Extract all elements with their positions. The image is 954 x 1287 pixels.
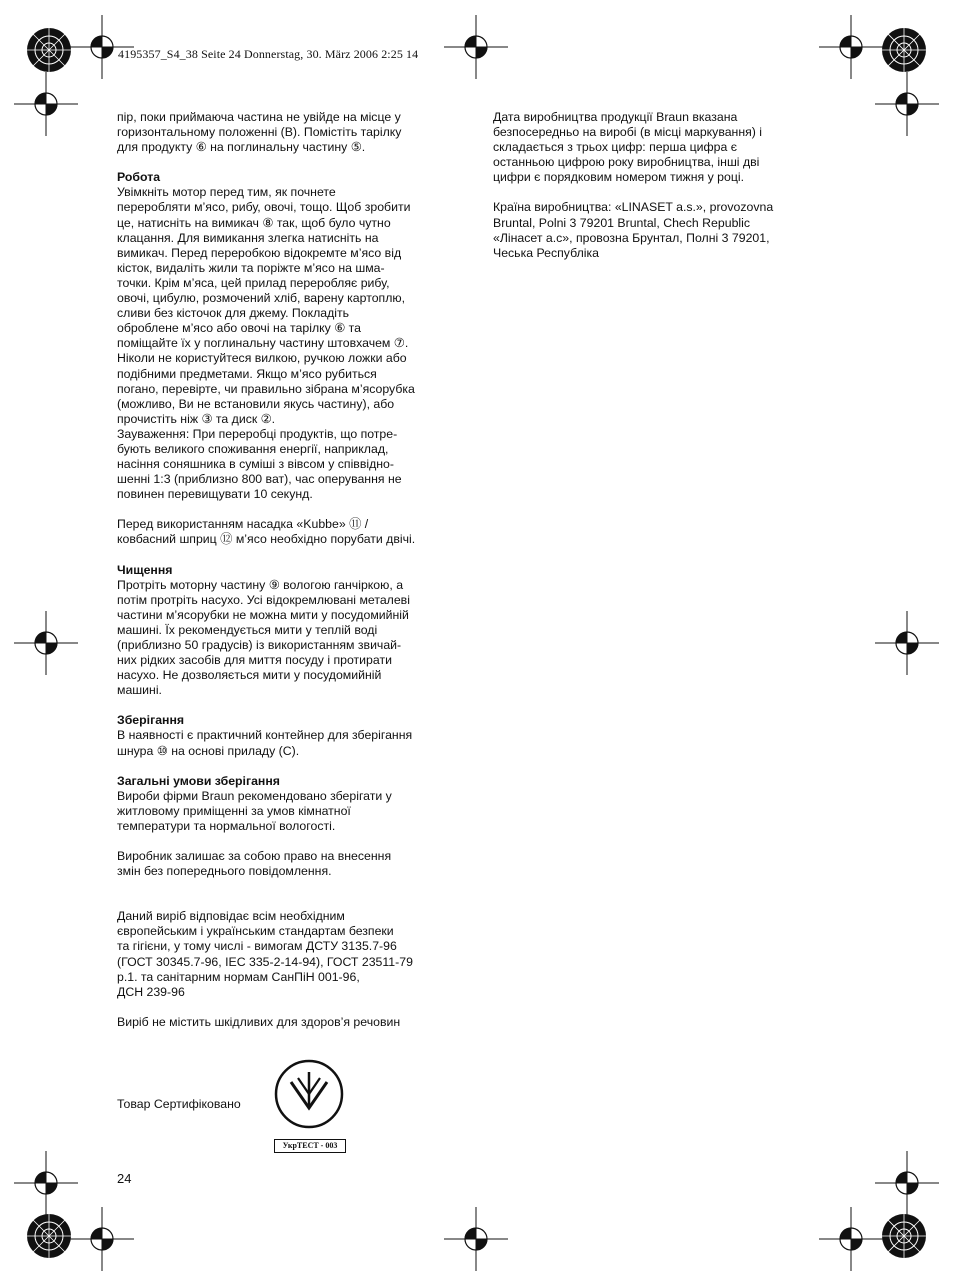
page-number: 24 [117,1171,132,1186]
storage-paragraph: В наявності є практичний контейнер для зберігання шнура ⑩ на основі приладу (C). [117,728,413,758]
right-column [493,110,828,261]
no-harmful-paragraph: Виріб не містить шкідливих для здоров’я речовин [117,1014,401,1029]
heading-storage-conditions: Загальні умови зберігання [117,773,280,788]
manufacturer-rights-paragraph: Виробник залишає за собою право на внесення змін без попереднього повідомлення. [117,849,392,879]
left-column [117,110,467,1030]
heading-storage: Зберігання [117,713,185,728]
production-date-paragraph: Дата виробництва продукції Braun вказана безпосередньо на виробі (в місці маркування) і складається з трьох цифр: перша цифра є останньою цифрою року виробництва, інші дві цифри є порядковим номером тижня у році. [493,110,763,185]
heading-cleaning: Чищення [117,562,173,577]
certification-label: Товар Сертифіковано [117,1097,241,1111]
ukrsepro-certification-icon [273,1058,345,1130]
intro-paragraph: пір, поки приймаюча частина не увійде на місце у горизонтальному положенні (B). Помістіть тарілку для продукту ⑥ на поглинальну частину ⑤. [117,110,402,155]
heading-robota: Робота [117,170,161,185]
ukrtest-badge: УкрТЕСТ - 003 [274,1139,346,1153]
print-header: 4195357_S4_38 Seite 24 Donnerstag, 30. März 2006 2:25 14 [118,47,419,61]
kubbe-paragraph: Перед використанням насадка «Kubbe» ⑪ / ковбасний шприц ⑫ м’ясо необхідно порубати двічі. [117,517,416,547]
robota-paragraph: Увімкніть мотор перед тим, як почнете переробляти м’ясо, рибу, овочі, тощо. Щоб зробити це, натисніть на вимикач ⑧ так, щоб було чутно клацання. Для вимикання злегка натисніть на вимикач. Перед переробкою відокремте м’ясо від кісток, видаліть жили та поріжте м’ясо на шма- точки. Крім м’яса, цей прилад переробляє рибу, овочі, цибулю, розмочений хліб, варену картоплю, сливи без кісточок для джему. Покладіть оброблене м’ясо або овочі на тарілку ⑥ та поміщайте їх у поглинальну частину штовхачем ⑦. Ніколи не користуйтеся вилкою, ручкою ложки або подібними предметами. Якщо м’ясо рубиться погано, перевірте, чи правильно зібрана м’ясорубка (можливо, Ви не встановили якусь частину), або прочистіть ніж ③ та диск ②. Зауваження: При переробці продуктів, що потре- бують великого споживання енергії, наприклад, насіння соняшника в суміші з вівсом у співвідно- шенні 1:3 (приблизно 800 ват), час оперування не повинен перевищувати 10 секунд. [117,185,415,502]
country-paragraph: Країна виробництва: «LINASET a.s.», provozovna Bruntal, Polni 3 79201 Bruntal, Chech Republic «Лінасет а.с», провозна Брунтал, Полні 3 79201, Чеська Республіка [493,200,774,260]
conditions-paragraph: Вироби фірми Braun рекомендовано зберігати у житловому приміщенні за умов кімнатної температури та нормальної вологості. [117,788,392,833]
standards-paragraph: Даний виріб відповідає всім необхідним європейським і українським стандартам безпеки та гігієни, у тому числі - вимогам ДСТУ 3135.7-96 (ГОСТ 30345.7-96, IEC 335-2-14-94), ГОСТ 23511-79 р.1. та санітарним нормам СанПіН 001-96, ДСН 239-96 [117,909,413,999]
cleaning-paragraph: Протріть моторну частину ⑨ вологою ганчіркою, а потім протріть насухо. Усі відокремлювані металеві частини м’ясорубки не можна мити у посудомийній машині. Їх рекомендується мити у теплій воді (приблизно 50 градусів) із використанням звичай- них рідких засобів для миття посуду і протирати насухо. Не дозволяється мити у посудомийній машині. [117,577,410,698]
